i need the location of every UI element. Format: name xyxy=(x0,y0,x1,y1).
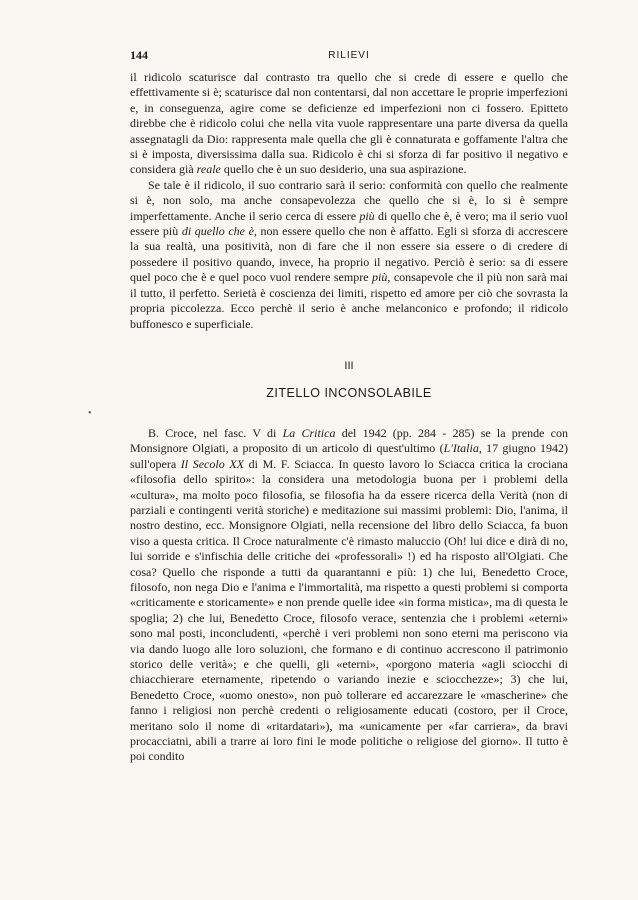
paragraph-serio xyxy=(130,178,568,332)
italic-text: più xyxy=(359,208,375,223)
italic-text: di quello che è xyxy=(181,224,254,239)
text-run: , consapevole che il più non sarà mai il tutto, il perfetto. Serietà è coscienza dei limiti, rispetto ed amore per ciò che sovrasta la propria piccolezza. Ecco perchè il serio è anche melanconico e profondo; il ridicolo buffonesco e superficiale. xyxy=(130,270,569,331)
italic-text: più xyxy=(372,270,388,285)
text-run: , non essere quello che non è affatto. Egli si sforza di accrescere la sua realtà, una positività, non di fare che il non essere sia essere o di credere di possedere il positivo quando, invece, ha proprio il negativo. Perciò è serio: sa di essere quel poco che è e quel poco vuol rendere sempre xyxy=(130,224,569,285)
text-run: del 1942 (pp. 284 - 285) se la prende con Monsignore Olgiati, a proposito di un articolo di quest'ultimo ( xyxy=(130,425,568,456)
page xyxy=(130,48,568,765)
italic-text: L'Italia xyxy=(443,441,479,456)
italic-text: reale xyxy=(196,162,221,177)
page-number: 144 xyxy=(130,48,148,62)
text-run: , 17 giugno 1942) sull'opera xyxy=(130,441,568,471)
italic-text: La Critica xyxy=(282,425,336,440)
running-title: RILIEVI xyxy=(328,50,370,61)
running-head xyxy=(130,48,568,70)
section-title: ZITELLO INCONSOLABILE xyxy=(266,385,432,400)
text-run: il ridicolo scaturisce dal contrasto tra quello che si crede di essere e quello che effettivamente si è; scaturisce dal non contentarsi, dal non accettare le proprie imperfezioni e, in conseguenza, agire come se deficienze ed imperfezioni non ci fossero. Epitteto direbbe che è ridicolo colui che nella vita vuole rappresentare una parte diversa da quella assegnatagli da Dio: rappresenta male quella che gli è connaturata e goffamente l'altra che si è imposta, diversissima dalla sua. Ridicolo è chi si sforza di far positivo il negativo e considera già xyxy=(130,70,568,177)
paragraph-ridicolo xyxy=(130,70,568,178)
text-run: di M. F. Sciacca. In questo lavoro lo Sciacca critica la crociana «filosofia dello spirito»: la considera una metodologia buona per i problemi della «cultura», ma molto poco filosofia, se filosofia ha da essere ricerca della Verità (non di parziali e contingenti verità storiche) e meditazione sui massimi problemi: Dio, l'anima, il nostro destino, ecc. Monsignore Olgiati, nella recensione del libro dello Sciacca, fa buon viso a questa critica. Il Croce naturalmente c'è rimasto maluccio (Oh! lui dice e dirà di no, lui sorride e s'infischia delle critiche dei «professorali» !) ed ha risposto all'Olgiati. Che cosa? Quello che risponde a tutti da quarantanni e più: 1) che lui, Benedetto Croce, filosofo, non nega Dio e l'anima e l'immortalità, ma rispetto a questi problemi si comporta «criticamente e storicamente» e non prende quelle idee «in forma mistica», ma di questa le spoglia; 2) che lui, Benedetto Croce, filosofo verace, sentenzia che i problemi «eterni» sono mal posti, inconcludenti, «perchè i veri problemi non sono eterni ma periscono via via dando luogo alle loro soluzioni, che formano e di continuo accrescono il patrimonio storico delle verità»; e che quelli, gli «eterni», «porgono materia «agli sciocchi di chiacchierare eternamente, ripetendo o variando inezie e sciocchezze»; 3) che lui, Benedetto Croce, «uomo onesto», non può tollerare ed accarezzare le «mascherine» che fanno i religiosi non perchè credenti o religiosamente educati (costoro, per il Croce, meritano solo il nome di «ritardatari»), ma «unicamente per «far carriera», da bravi procacciatni, abili a trarre ai loro fini le mode politiche o religiose del giorno». Il tutto è poi condito xyxy=(130,456,568,764)
section-number: III xyxy=(344,359,354,372)
italic-text: Il Secolo XX xyxy=(180,456,244,471)
text-run: quello che è un suo desiderio, una sua aspirazione. xyxy=(220,162,467,177)
margin-mark: • xyxy=(88,408,92,419)
text-run: B. Croce, nel fasc. V di xyxy=(148,425,283,440)
paragraph-croce xyxy=(130,426,568,765)
text-run: di quello che è, è vero; ma il serio vuol essere più xyxy=(130,208,568,239)
text-run: Se tale è il ridicolo, il suo contrario sarà il serio: conformità con quello che realmente si è, non solo, ma anche consapevolezza che quello che si è, lo si è sempre imperfettamente. Anche il serio cerca di essere xyxy=(130,177,568,223)
